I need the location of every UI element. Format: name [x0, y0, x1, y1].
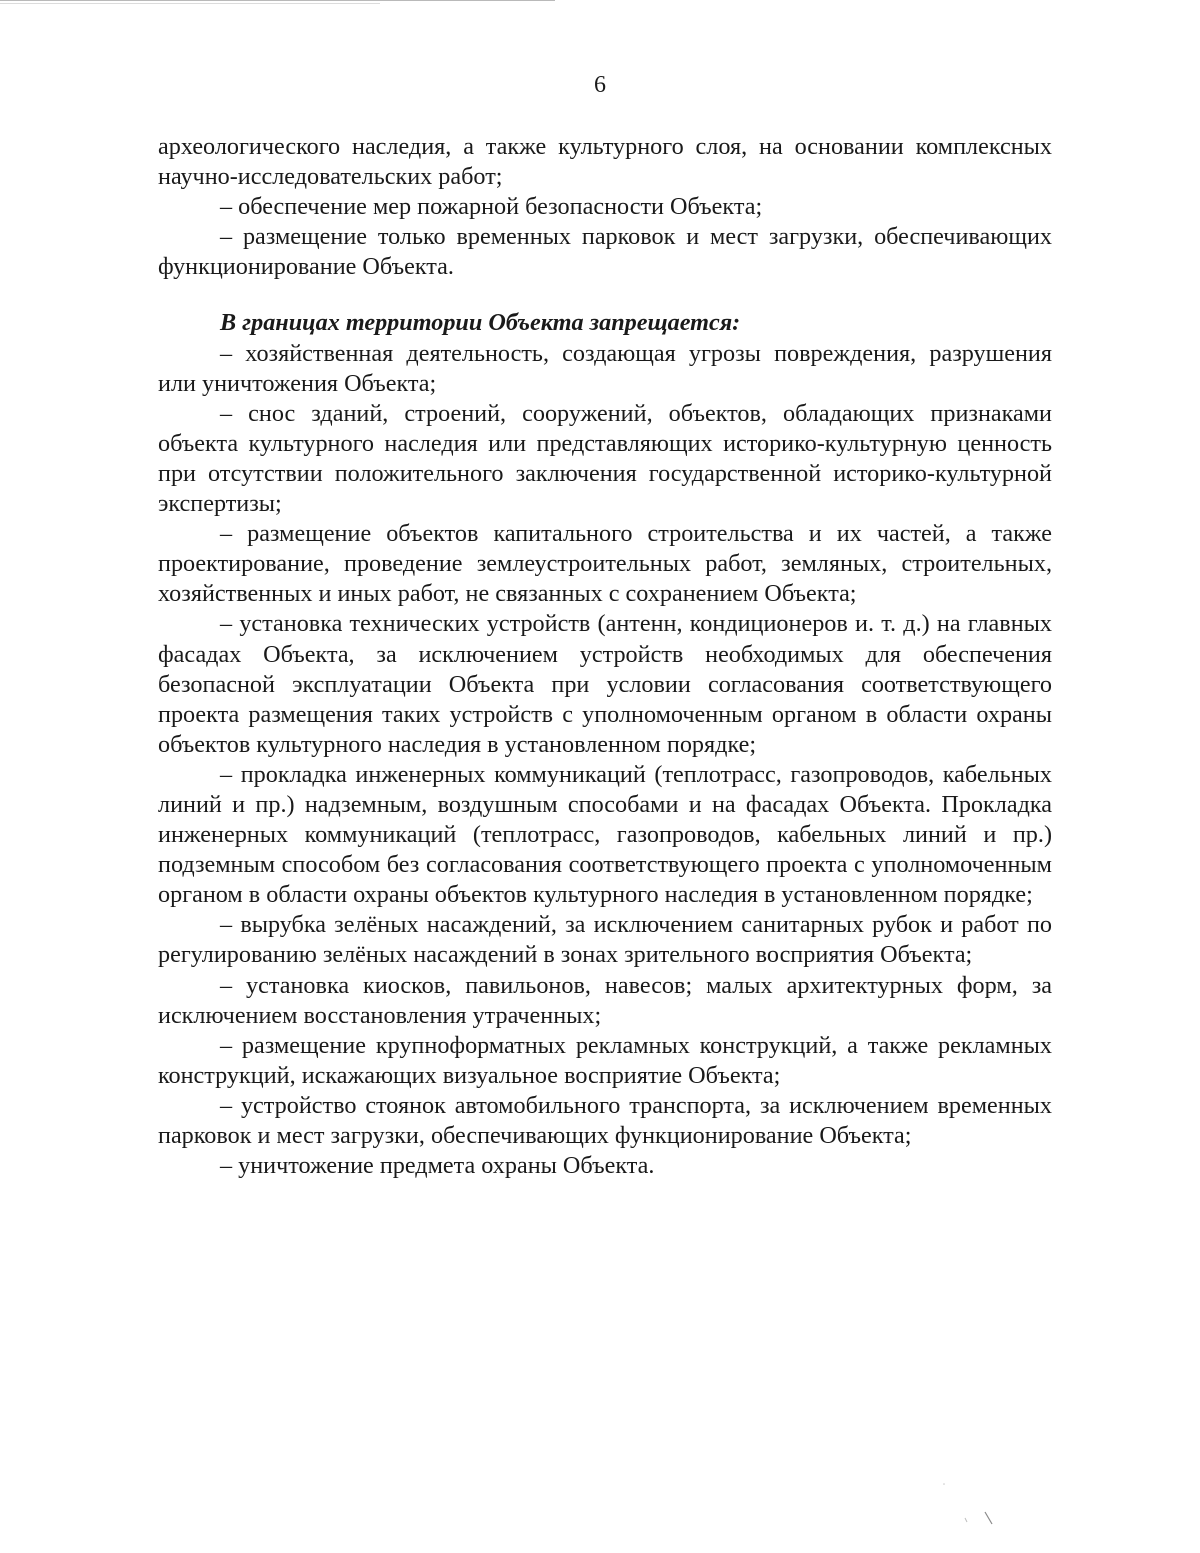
paragraph-fire-safety: – обеспечение мер пожарной безопасности Объекта; — [220, 193, 763, 221]
paragraph-continuation: археологического наследия, а также культурного слоя, на основании комплексных научно-исследовательских работ; — [158, 133, 1052, 191]
scan-edge-line — [0, 0, 555, 1]
scan-edge-line-faint — [0, 3, 380, 4]
paragraph-prohibited-item: – размещение объектов капитального строительства и их частей, а также проектирование, проведение землеустроительных работ, земляных, строительных, хозяйственных и иных работ, не связанных с сохранением Объекта; — [158, 520, 1052, 608]
paragraph-prohibited-item: – уничтожение предмета охраны Объекта. — [220, 1152, 655, 1180]
paragraph-prohibited-item: – хозяйственная деятельность, создающая угрозы повреждения, разрушения или уничтожения Объекта; — [158, 339, 1052, 397]
paragraph-prohibited-item: – установка технических устройств (антенн, кондиционеров и. т. д.) на главных фасадах Объекта, за исключением устройств необходимых для обеспечения безопасной эксплуатации Объекта при условии согласования соответствующего проекта размещения таких устройств с уполномоченным органом в области охраны объектов культурного наследия в установленном порядке; — [158, 610, 1052, 758]
section-heading-prohibited: В границах территории Объекта запрещается: — [220, 309, 741, 337]
scan-specks — [930, 1480, 1010, 1540]
paragraph-prohibited-item: – установка киосков, павильонов, навесов; малых архитектурных форм, за исключением восстановления утраченных; — [158, 971, 1052, 1029]
paragraph-prohibited-item: – прокладка инженерных коммуникаций (теплотрасс, газопроводов, кабельных линий и пр.) надземным, воздушным способами и на фасадах Объекта. Прокладка инженерных коммуникаций (теплотрасс, газопроводов, кабельных линий и пр.) подземным способом без согласования соответствующего проекта с уполномоченным органом в области охраны объектов культурного наследия в установленном порядке; — [158, 760, 1052, 909]
paragraph-prohibited-item: – размещение крупноформатных рекламных конструкций, а также рекламных конструкций, искажающих визуальное восприятие Объекта; — [158, 1031, 1052, 1089]
paragraph-temporary-parking: – размещение только временных парковок и мест загрузки, обеспечивающих функционирование Объекта. — [158, 223, 1052, 281]
page-number: 6 — [594, 72, 606, 98]
paragraph-prohibited-item: – вырубка зелёных насаждений, за исключением санитарных рубок и работ по регулированию зелёных насаждений в зонах зрительного восприятия Объекта; — [158, 911, 1052, 969]
paragraph-prohibited-item: – устройство стоянок автомобильного транспорта, за исключением временных парковок и мест загрузки, обеспечивающих функционирование Объекта; — [158, 1091, 1052, 1149]
paragraph-prohibited-item: – снос зданий, строений, сооружений, объектов, обладающих признаками объекта культурного наследия или представляющих историко-культурную ценность при отсутствии положительного заключения государственной историко-культурной экспертизы; — [158, 399, 1052, 518]
document-body — [158, 132, 1052, 1181]
